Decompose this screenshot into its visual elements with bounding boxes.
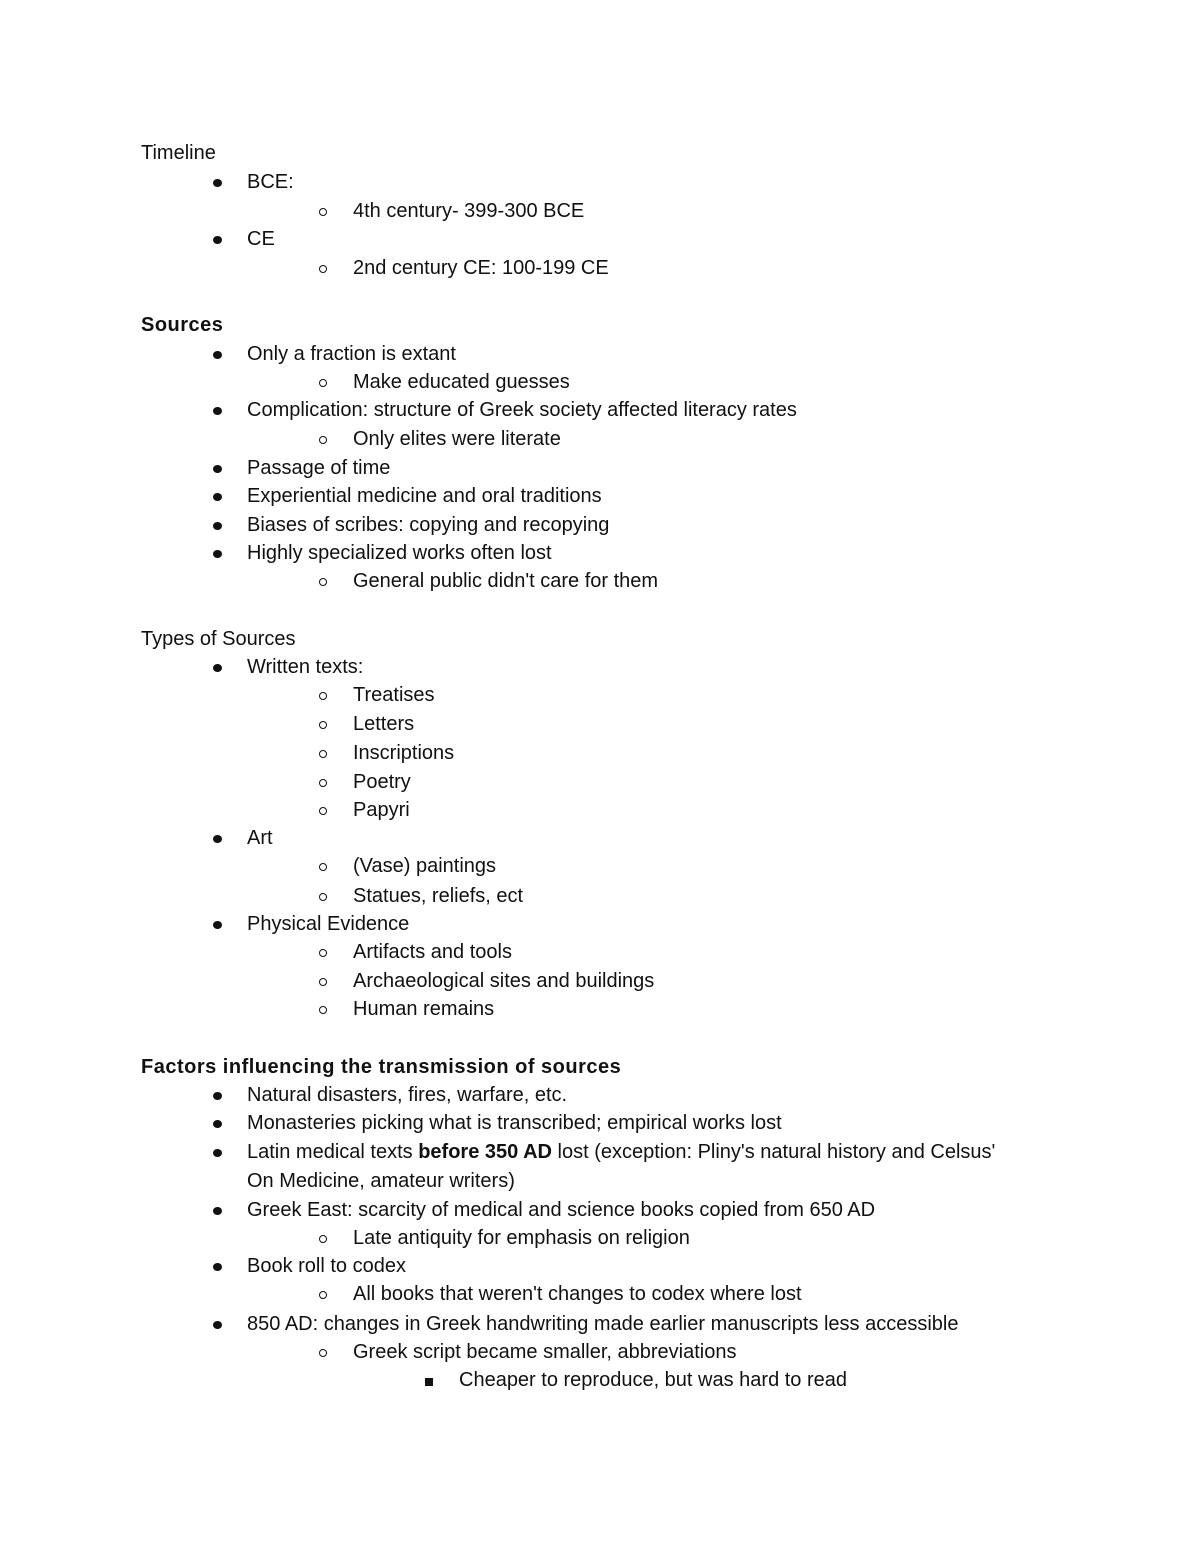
bullet-disc-icon xyxy=(211,541,247,565)
list-item xyxy=(211,655,363,679)
bullet-disc-icon xyxy=(211,1254,247,1278)
list-item xyxy=(317,997,494,1021)
bullet-disc-icon xyxy=(211,655,247,679)
list-item-text xyxy=(247,1140,995,1164)
list-item xyxy=(211,912,409,936)
bullet-circle-icon xyxy=(317,854,353,878)
list-item-text: Cheaper to reproduce, but was hard to read xyxy=(459,1369,848,1391)
bullet-disc-icon xyxy=(211,1111,247,1135)
bullet-circle-icon xyxy=(317,770,353,794)
bullet-circle-icon xyxy=(317,884,353,908)
bold-text-run: before 350 AD xyxy=(418,1141,552,1163)
list-item-continuation: On Medicine, amateur writers) xyxy=(247,1170,515,1192)
bullet-circle-icon xyxy=(317,1340,353,1364)
bullet-square-icon xyxy=(423,1368,459,1392)
list-item-text: (Vase) paintings xyxy=(353,855,497,877)
list-item xyxy=(317,798,410,822)
bullet-disc-icon xyxy=(211,513,247,537)
bullet-disc-icon xyxy=(211,1312,247,1336)
list-item-text: Treatises xyxy=(353,684,435,706)
list-item-text: Statues, reliefs, ect xyxy=(353,885,524,907)
list-item xyxy=(211,541,552,565)
list-item-text: Late antiquity for emphasis on religion xyxy=(353,1227,690,1249)
list-item-text: Human remains xyxy=(353,998,495,1020)
list-item-text: Natural disasters, fires, warfare, etc. xyxy=(247,1084,568,1106)
list-item xyxy=(211,513,609,537)
list-item xyxy=(317,427,561,451)
list-item-text: Experiential medicine and oral traditions xyxy=(247,485,602,507)
bullet-circle-icon xyxy=(317,370,353,394)
list-item-text: All books that weren't changes to codex where lost xyxy=(353,1283,802,1305)
list-item-text: Greek East: scarcity of medical and science books copied from 650 AD xyxy=(247,1199,876,1221)
list-item-text: Poetry xyxy=(353,771,411,793)
list-item-text: Artifacts and tools xyxy=(353,941,512,963)
list-item xyxy=(211,826,273,850)
bullet-circle-icon xyxy=(317,683,353,707)
list-item xyxy=(211,1140,995,1164)
bullet-circle-icon xyxy=(317,741,353,765)
bullet-circle-icon xyxy=(317,256,353,280)
list-item xyxy=(211,170,294,194)
list-item xyxy=(317,940,512,964)
bullet-circle-icon xyxy=(317,569,353,593)
list-item-text: Passage of time xyxy=(247,457,391,479)
list-item-text: 4th century- 399-300 BCE xyxy=(353,200,585,222)
sources-heading: Sources xyxy=(141,314,224,336)
list-item xyxy=(317,683,435,707)
bullet-circle-icon xyxy=(317,997,353,1021)
bullet-disc-icon xyxy=(211,170,247,194)
bullet-circle-icon xyxy=(317,199,353,223)
bullet-disc-icon xyxy=(211,342,247,366)
list-item xyxy=(211,1312,958,1336)
list-item-text: Complication: structure of Greek society affected literacy rates xyxy=(247,399,797,421)
list-item xyxy=(317,569,658,593)
bullet-disc-icon xyxy=(211,826,247,850)
list-item-text: 2nd century CE: 100-199 CE xyxy=(353,257,609,279)
bullet-circle-icon xyxy=(317,969,353,993)
list-item-text: Archaeological sites and buildings xyxy=(353,970,655,992)
list-item xyxy=(211,342,456,366)
list-item-text: Papyri xyxy=(353,799,410,821)
bullet-disc-icon xyxy=(211,227,247,251)
list-item-text: 850 AD: changes in Greek handwriting made earlier manuscripts less accessible xyxy=(247,1313,959,1335)
list-item xyxy=(317,854,496,878)
bullet-disc-icon xyxy=(211,398,247,422)
bullet-circle-icon xyxy=(317,427,353,451)
list-item-text: BCE: xyxy=(247,171,294,193)
list-item xyxy=(317,1340,737,1364)
list-item xyxy=(317,969,654,993)
list-item-text: Only elites were literate xyxy=(353,428,561,450)
list-item-text: Inscriptions xyxy=(353,742,455,764)
text-run: lost (exception: Pliny's natural history and Celsus' xyxy=(551,1141,996,1163)
list-item xyxy=(211,456,390,480)
factors-heading: Factors influencing the transmission of sources xyxy=(141,1056,622,1078)
list-item xyxy=(317,1226,690,1250)
bullet-disc-icon xyxy=(211,484,247,508)
list-item-text: Biases of scribes: copying and recopying xyxy=(247,514,610,536)
list-item-text: CE xyxy=(247,228,275,250)
list-item-text: Only a fraction is extant xyxy=(247,343,456,365)
list-item xyxy=(211,1254,406,1278)
list-item xyxy=(317,712,414,736)
list-item xyxy=(211,484,602,508)
list-item xyxy=(211,1198,875,1222)
bullet-disc-icon xyxy=(211,456,247,480)
list-item xyxy=(423,1368,847,1392)
list-item xyxy=(211,1111,782,1135)
list-item-text: Written texts: xyxy=(247,656,364,678)
list-item xyxy=(317,370,570,394)
list-item xyxy=(211,1083,567,1107)
list-item xyxy=(317,884,523,908)
list-item-text: Art xyxy=(247,827,273,849)
bullet-disc-icon xyxy=(211,1083,247,1107)
list-item xyxy=(211,227,275,251)
list-item xyxy=(211,398,797,422)
list-item xyxy=(317,1282,802,1306)
bullet-circle-icon xyxy=(317,712,353,736)
timeline-heading: Timeline xyxy=(141,142,216,164)
list-item xyxy=(317,199,584,223)
types-heading: Types of Sources xyxy=(141,628,296,650)
list-item xyxy=(317,770,411,794)
text-run: Latin medical texts xyxy=(247,1141,419,1163)
bullet-disc-icon xyxy=(211,912,247,936)
list-item-text: Monasteries picking what is transcribed; empirical works lost xyxy=(247,1112,782,1134)
list-item xyxy=(317,741,454,765)
bullet-disc-icon xyxy=(211,1140,247,1164)
list-item-text: General public didn't care for them xyxy=(353,570,659,592)
bullet-circle-icon xyxy=(317,1282,353,1306)
list-item-text: Physical Evidence xyxy=(247,913,410,935)
bullet-disc-icon xyxy=(211,1198,247,1222)
list-item-text: Highly specialized works often lost xyxy=(247,542,552,564)
bullet-circle-icon xyxy=(317,1226,353,1250)
list-item-text: Book roll to codex xyxy=(247,1255,406,1277)
list-item-text: Letters xyxy=(353,713,415,735)
list-item-text: Greek script became smaller, abbreviations xyxy=(353,1341,737,1363)
list-item-text: Make educated guesses xyxy=(353,371,570,393)
list-item xyxy=(317,256,609,280)
bullet-circle-icon xyxy=(317,798,353,822)
bullet-circle-icon xyxy=(317,940,353,964)
